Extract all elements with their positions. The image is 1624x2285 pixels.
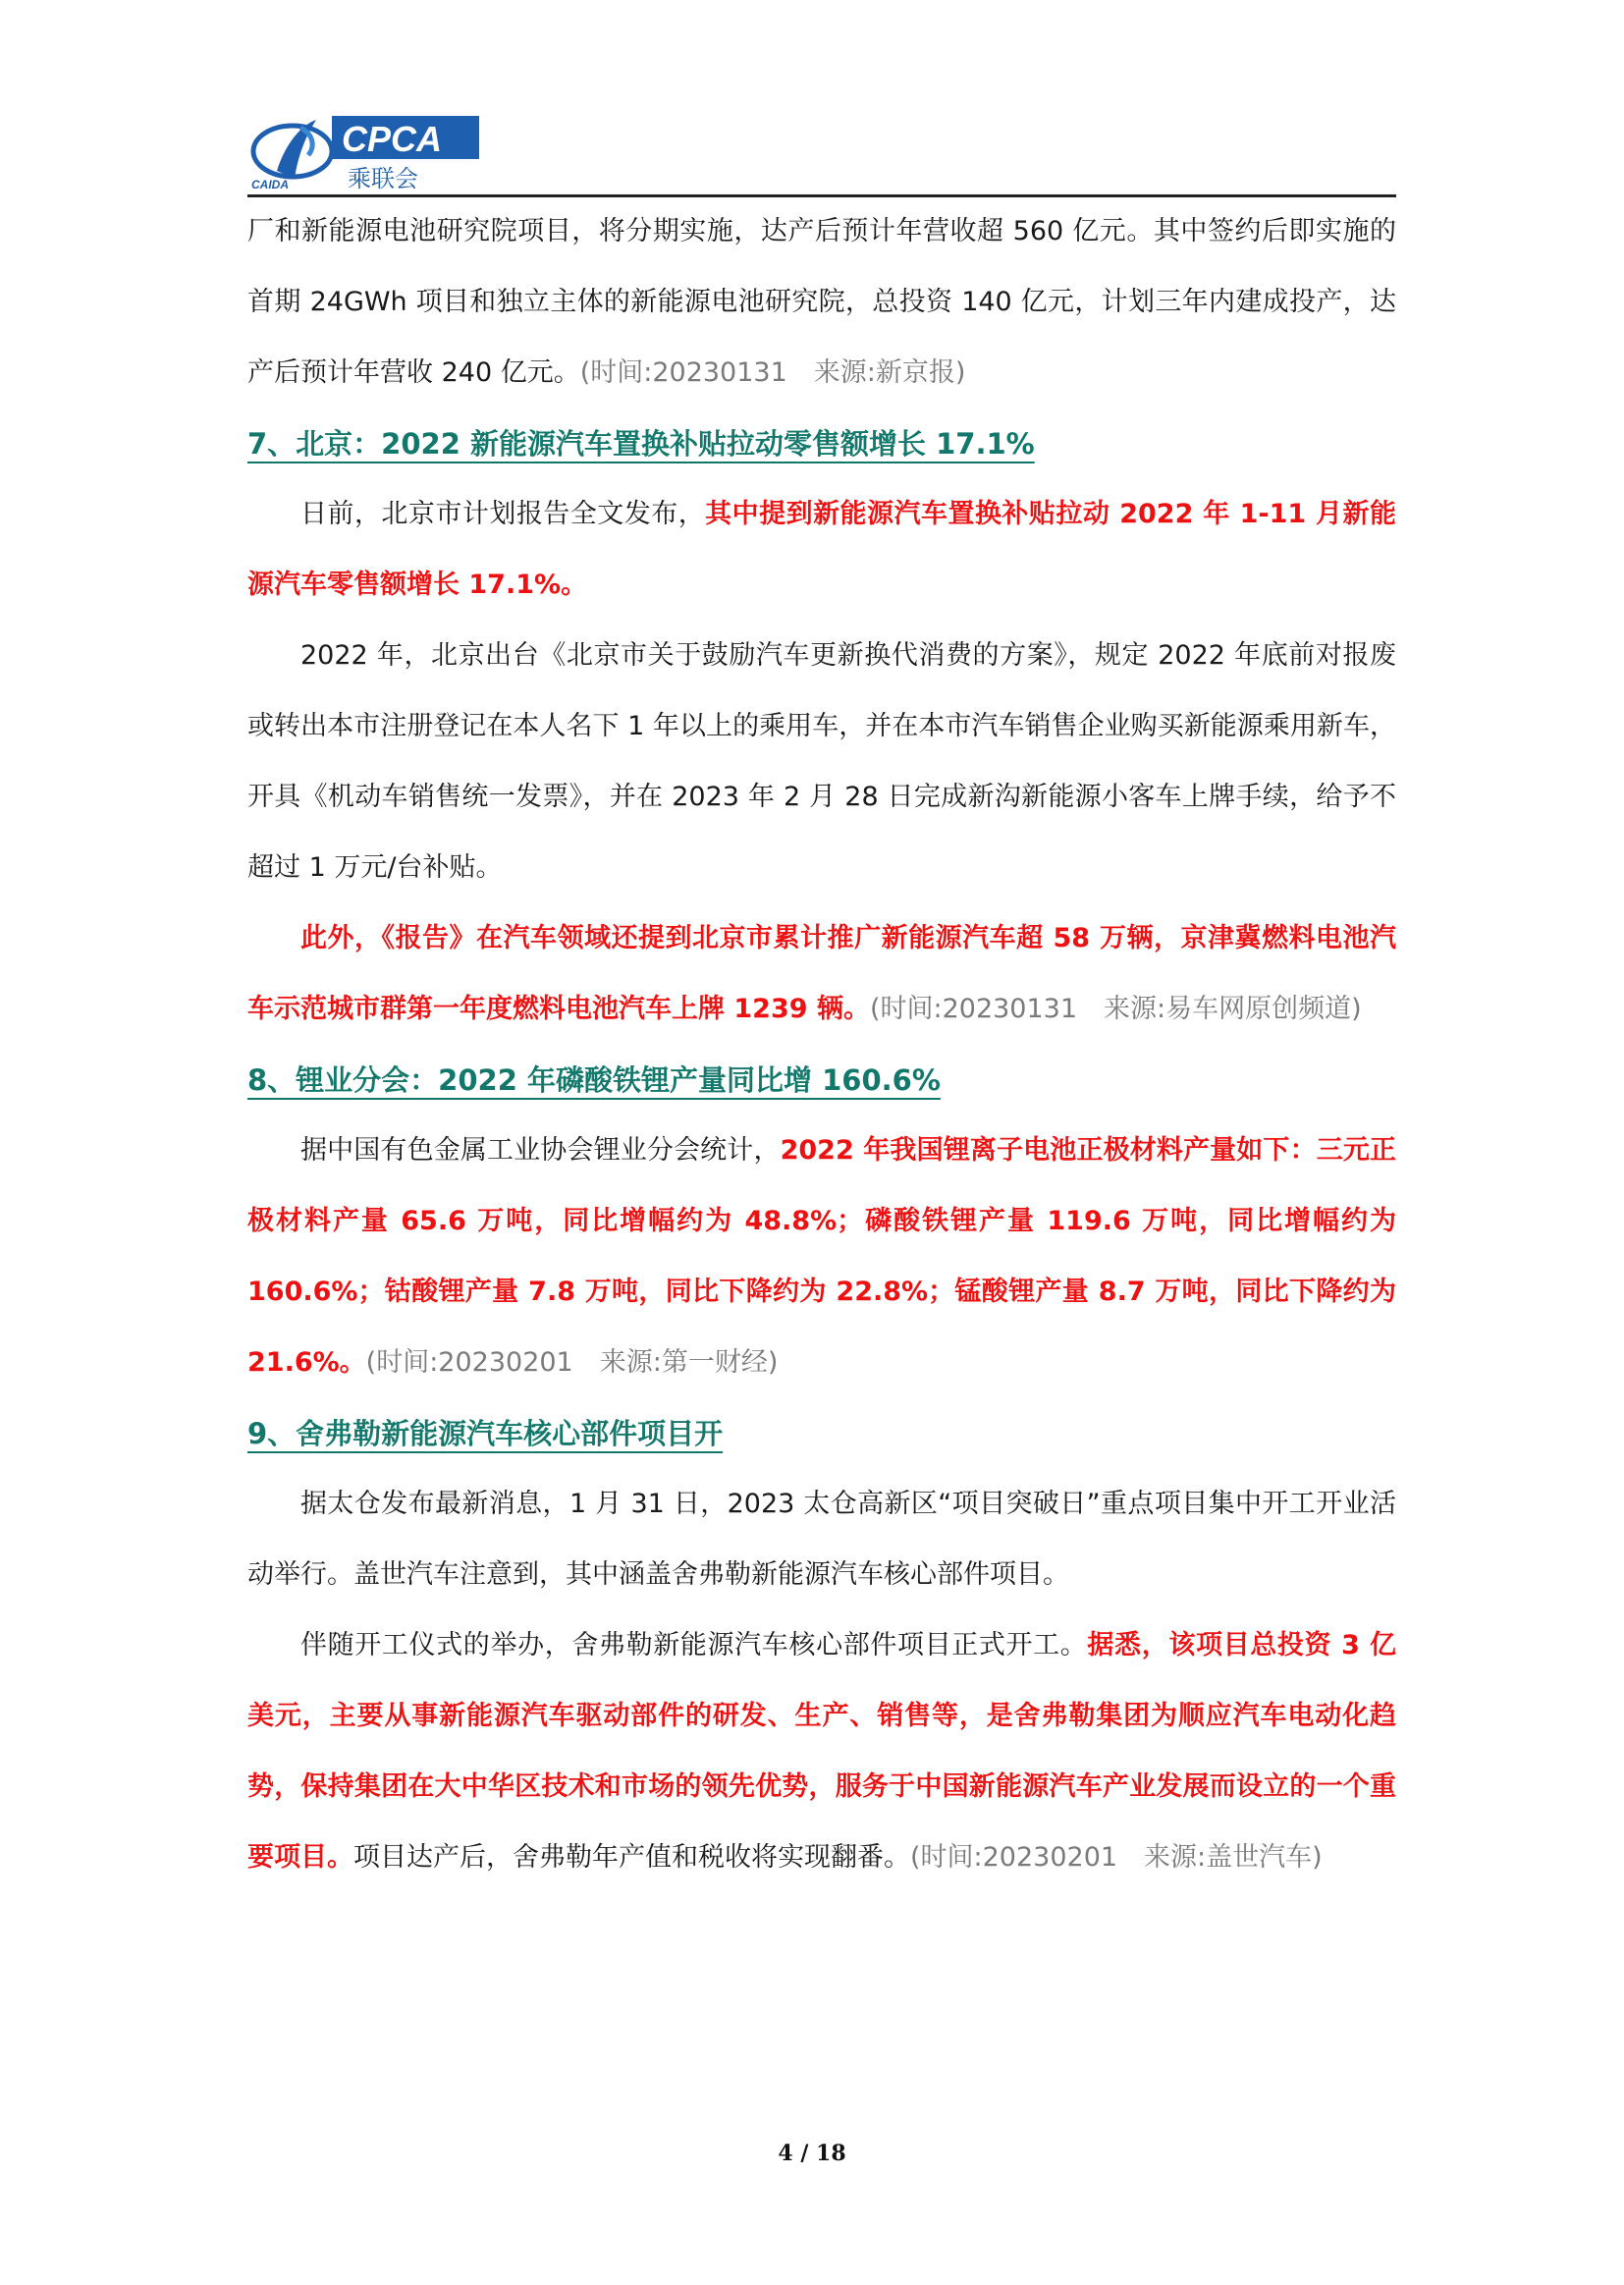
source-meta: (时间:20230201 来源:盖世汽车)	[910, 1842, 1323, 1873]
section-7-paragraph-1: 日前，北京市计划报告全文发布，其中提到新能源汽车置换补贴拉动 2022 年 1-11 月新能源汽车零售额增长 17.1%。	[247, 499, 1397, 600]
section-9-title: 9、舍弗勒新能源汽车核心部件项目开	[247, 1417, 724, 1450]
source-meta: (时间:20230131 来源:易车网原创频道)	[869, 994, 1362, 1024]
section-9-paragraph-2: 伴随开工仪式的举办，舍弗勒新能源汽车核心部件项目正式开工。据悉，该项目总投资 3 亿美元，主要从事新能源汽车驱动部件的研发、生产、销售等，是舍弗勒集团为顺应汽车电动化趋势，保持集团在大中华区技术和市场的领先优势，服务于中国新能源汽车产业发展而设立的一个重要项目。项目达产后，舍弗勒年产值和税收将实现翻番。(时间:20230201 来源:盖世汽车)	[247, 1630, 1396, 1873]
highlight-text: 2022 年我国锂离子电池正极材料产量如下：三元正极材料产量 65.6 万吨，同比增幅约为 48.8%；磷酸铁锂产量 119.6 万吨，同比增幅约为 160.6%；钴酸锂产量 7.8 万吨，同比下降约为 22.8%；锰酸锂产量 8.7 万吨，同比下降约为 21.6%。	[247, 1135, 1397, 1378]
article-body	[247, 196, 1396, 1893]
highlight-text: 据悉，该项目总投资 3 亿美元，主要从事新能源汽车驱动部件的研发、生产、销售等，是舍弗勒集团为顺应汽车电动化趋势，保持集团在大中华区技术和市场的领先优势，服务于中国新能源汽车产业发展而设立的一个重要项目。	[247, 1630, 1396, 1873]
page-number: 4 / 18	[778, 2141, 846, 2166]
logo-subtitle: 乘联会	[348, 165, 418, 192]
section-9-paragraph-1: 据太仓发布最新消息，1 月 31 日，2023 太仓高新区“项目突破日”重点项目集中开工开业活动举行。盖世汽车注意到，其中涵盖舍弗勒新能源汽车核心部件项目。	[247, 1489, 1396, 1590]
page-header	[247, 110, 1396, 196]
section-7-paragraph-2: 2022 年，北京出台《北京市关于鼓励汽车更新换代消费的方案》，规定 2022 年底前对报废或转出本市注册登记在本人名下 1 年以上的乘用车，并在本市汽车销售企业购买新能源乘用新车，开具《机动车销售统一发票》，并在 2023 年 2 月 28 日完成新沟新能源小客车上牌手续，给予不超过 1 万元/台补贴。	[247, 640, 1396, 883]
highlight-text: 其中提到新能源汽车置换补贴拉动 2022 年 1-11 月新能源汽车零售额增长 17.1%。	[247, 499, 1397, 600]
paragraph-text: 厂和新能源电池研究院项目，将分期实施，达产后预计年营收超 560 亿元。其中签约后即实施的首期 24GWh 项目和独立主体的新能源电池研究院，总投资 140 亿元，计划三年内建成投产，达产后预计年营收 240 亿元。	[247, 216, 1396, 388]
section-7-paragraph-3	[247, 903, 1396, 1045]
highlight-text: 此外，《报告》在汽车领域还提到北京市累计推广新能源汽车超 58 万辆，京津冀燃料电池汽车示范城市群第一年度燃料电池汽车上牌 1239 辆。	[247, 923, 1396, 1024]
paragraph-continued	[247, 196, 1396, 408]
section-7-title: 7、北京：2022 新能源汽车置换补贴拉动零售额增长 17.1%	[247, 427, 1035, 461]
logo-emblem-text: CAIDA	[251, 178, 289, 191]
source-meta: (时间:20230131 来源:新京报)	[579, 357, 966, 388]
logo-text: CPCA	[342, 119, 443, 159]
section-8-title: 8、锂业分会：2022 年磷酸铁锂产量同比增 160.6%	[247, 1063, 941, 1097]
section-8-paragraph-1: 据中国有色金属工业协会锂业分会统计，2022 年我国锂离子电池正极材料产量如下：三元正极材料产量 65.6 万吨，同比增幅约为 48.8%；磷酸铁锂产量 119.6 万吨，同比增幅约为 160.6%；钴酸锂产量 7.8 万吨，同比下降约为 22.8%；锰酸锂产量 8.7 万吨，同比下降约为 21.6%。(时间:20230201 来源:第一财经)	[247, 1135, 1397, 1378]
cpca-logo	[247, 110, 483, 192]
source-meta: (时间:20230201 来源:第一财经)	[365, 1347, 779, 1378]
